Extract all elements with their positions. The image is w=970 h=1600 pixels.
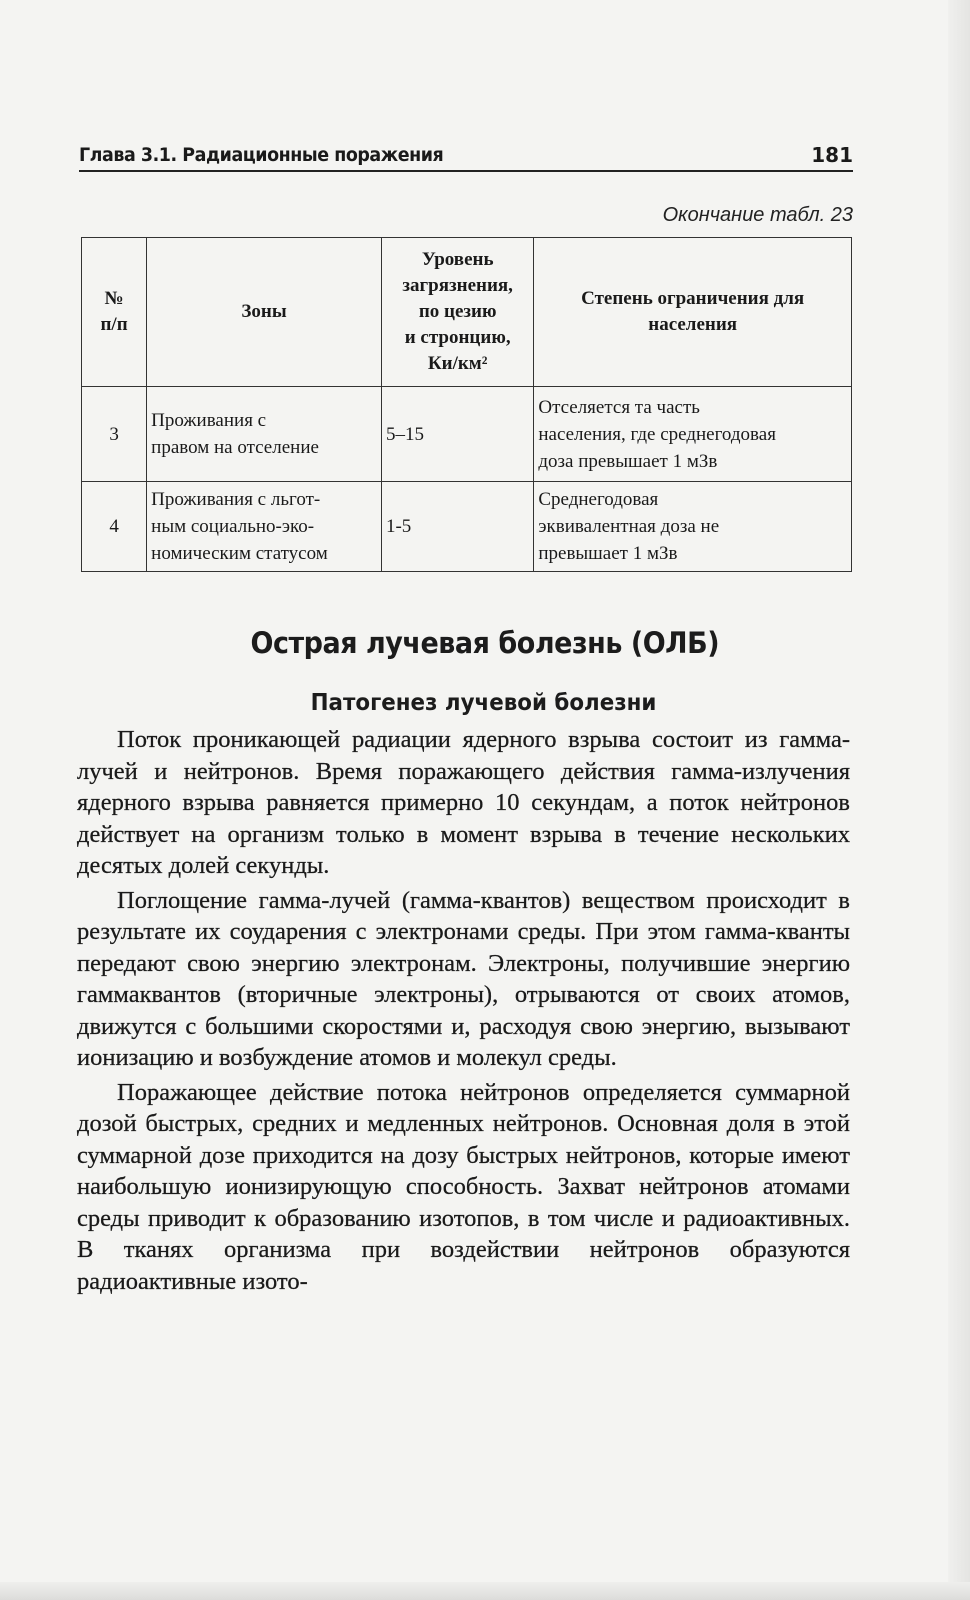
page-number: 181	[811, 143, 853, 167]
page-edge-shadow	[948, 0, 970, 1600]
paragraph: Поражающее действие потока нейтронов определяется суммарной дозой быстрых, средних и медленных нейтронов. Основная доля в этой суммарной дозе приходится на дозу быстрых нейтронов, которые имеют наибольшую ионизирующую способность. Захват нейтронов атомами среды приводит к образованию изотопов, в том числе и радиоактивных. В тканях организма при воздействии нейтронов образуются радиоактивные изото-	[77, 1078, 850, 1295]
zone-cell: Проживания с правом на отселение	[147, 387, 382, 482]
header-cell-zones: Зоны	[147, 238, 382, 387]
restriction-cell: Среднегодовая эквивалентная доза не превышает 1 мЗв	[534, 482, 852, 572]
header-cell-number: № п/п	[82, 238, 147, 387]
restriction-cell: Отселяется та часть населения, где среднегодовая доза превышает 1 мЗв	[534, 387, 852, 482]
level-cell: 1-5	[381, 482, 533, 572]
paragraph: Поглощение гамма-лучей (гамма-квантов) веществом происходит в результате их соударения с электронами среды. При этом гамма-кванты передают свою энергию электронам. Электроны, получившие энергию гаммаквантов (вторичные электроны), отрываются от своих атомов, движутся с большими скоростями и, расходуя свою энергию, вызывают ионизацию и возбуждение атомов и молекул среды.	[77, 886, 850, 1071]
body-text	[77, 724, 850, 1300]
zone-cell: Проживания с льгот- ным социально-эко- номическим статусом	[147, 482, 382, 572]
running-header	[79, 140, 853, 172]
row-number: 4	[82, 482, 147, 572]
paragraph: Поток проникающей радиации ядерного взрыва состоит из гамма-лучей и нейтронов. Время поражающего действия гамма-излучения ядерного взрыва равняется примерно 10 секундам, а поток нейтронов действует на организм только в момент взрыва в течение нескольких десятых долей секунды.	[77, 726, 850, 879]
table-row	[82, 482, 852, 572]
table-caption: Окончание табл. 23	[662, 204, 853, 226]
chapter-title: Глава 3.1. Радиационные поражения	[79, 144, 444, 166]
level-cell: 5–15	[381, 387, 533, 482]
zones-table	[81, 237, 852, 572]
row-number: 3	[82, 387, 147, 482]
subsection-title: Патогенез лучевой болезни	[310, 690, 657, 716]
header-cell-restriction: Степень ограничения для населения	[534, 238, 852, 387]
table-header-row	[82, 238, 852, 387]
table-row	[82, 387, 852, 482]
header-cell-contamination-level: Уровень загрязнения, по цезию и стронцию, Ки/км²	[381, 238, 533, 387]
section-title: Острая лучевая болезнь (ОЛБ)	[250, 626, 720, 660]
page-bottom-shadow	[0, 1582, 970, 1600]
